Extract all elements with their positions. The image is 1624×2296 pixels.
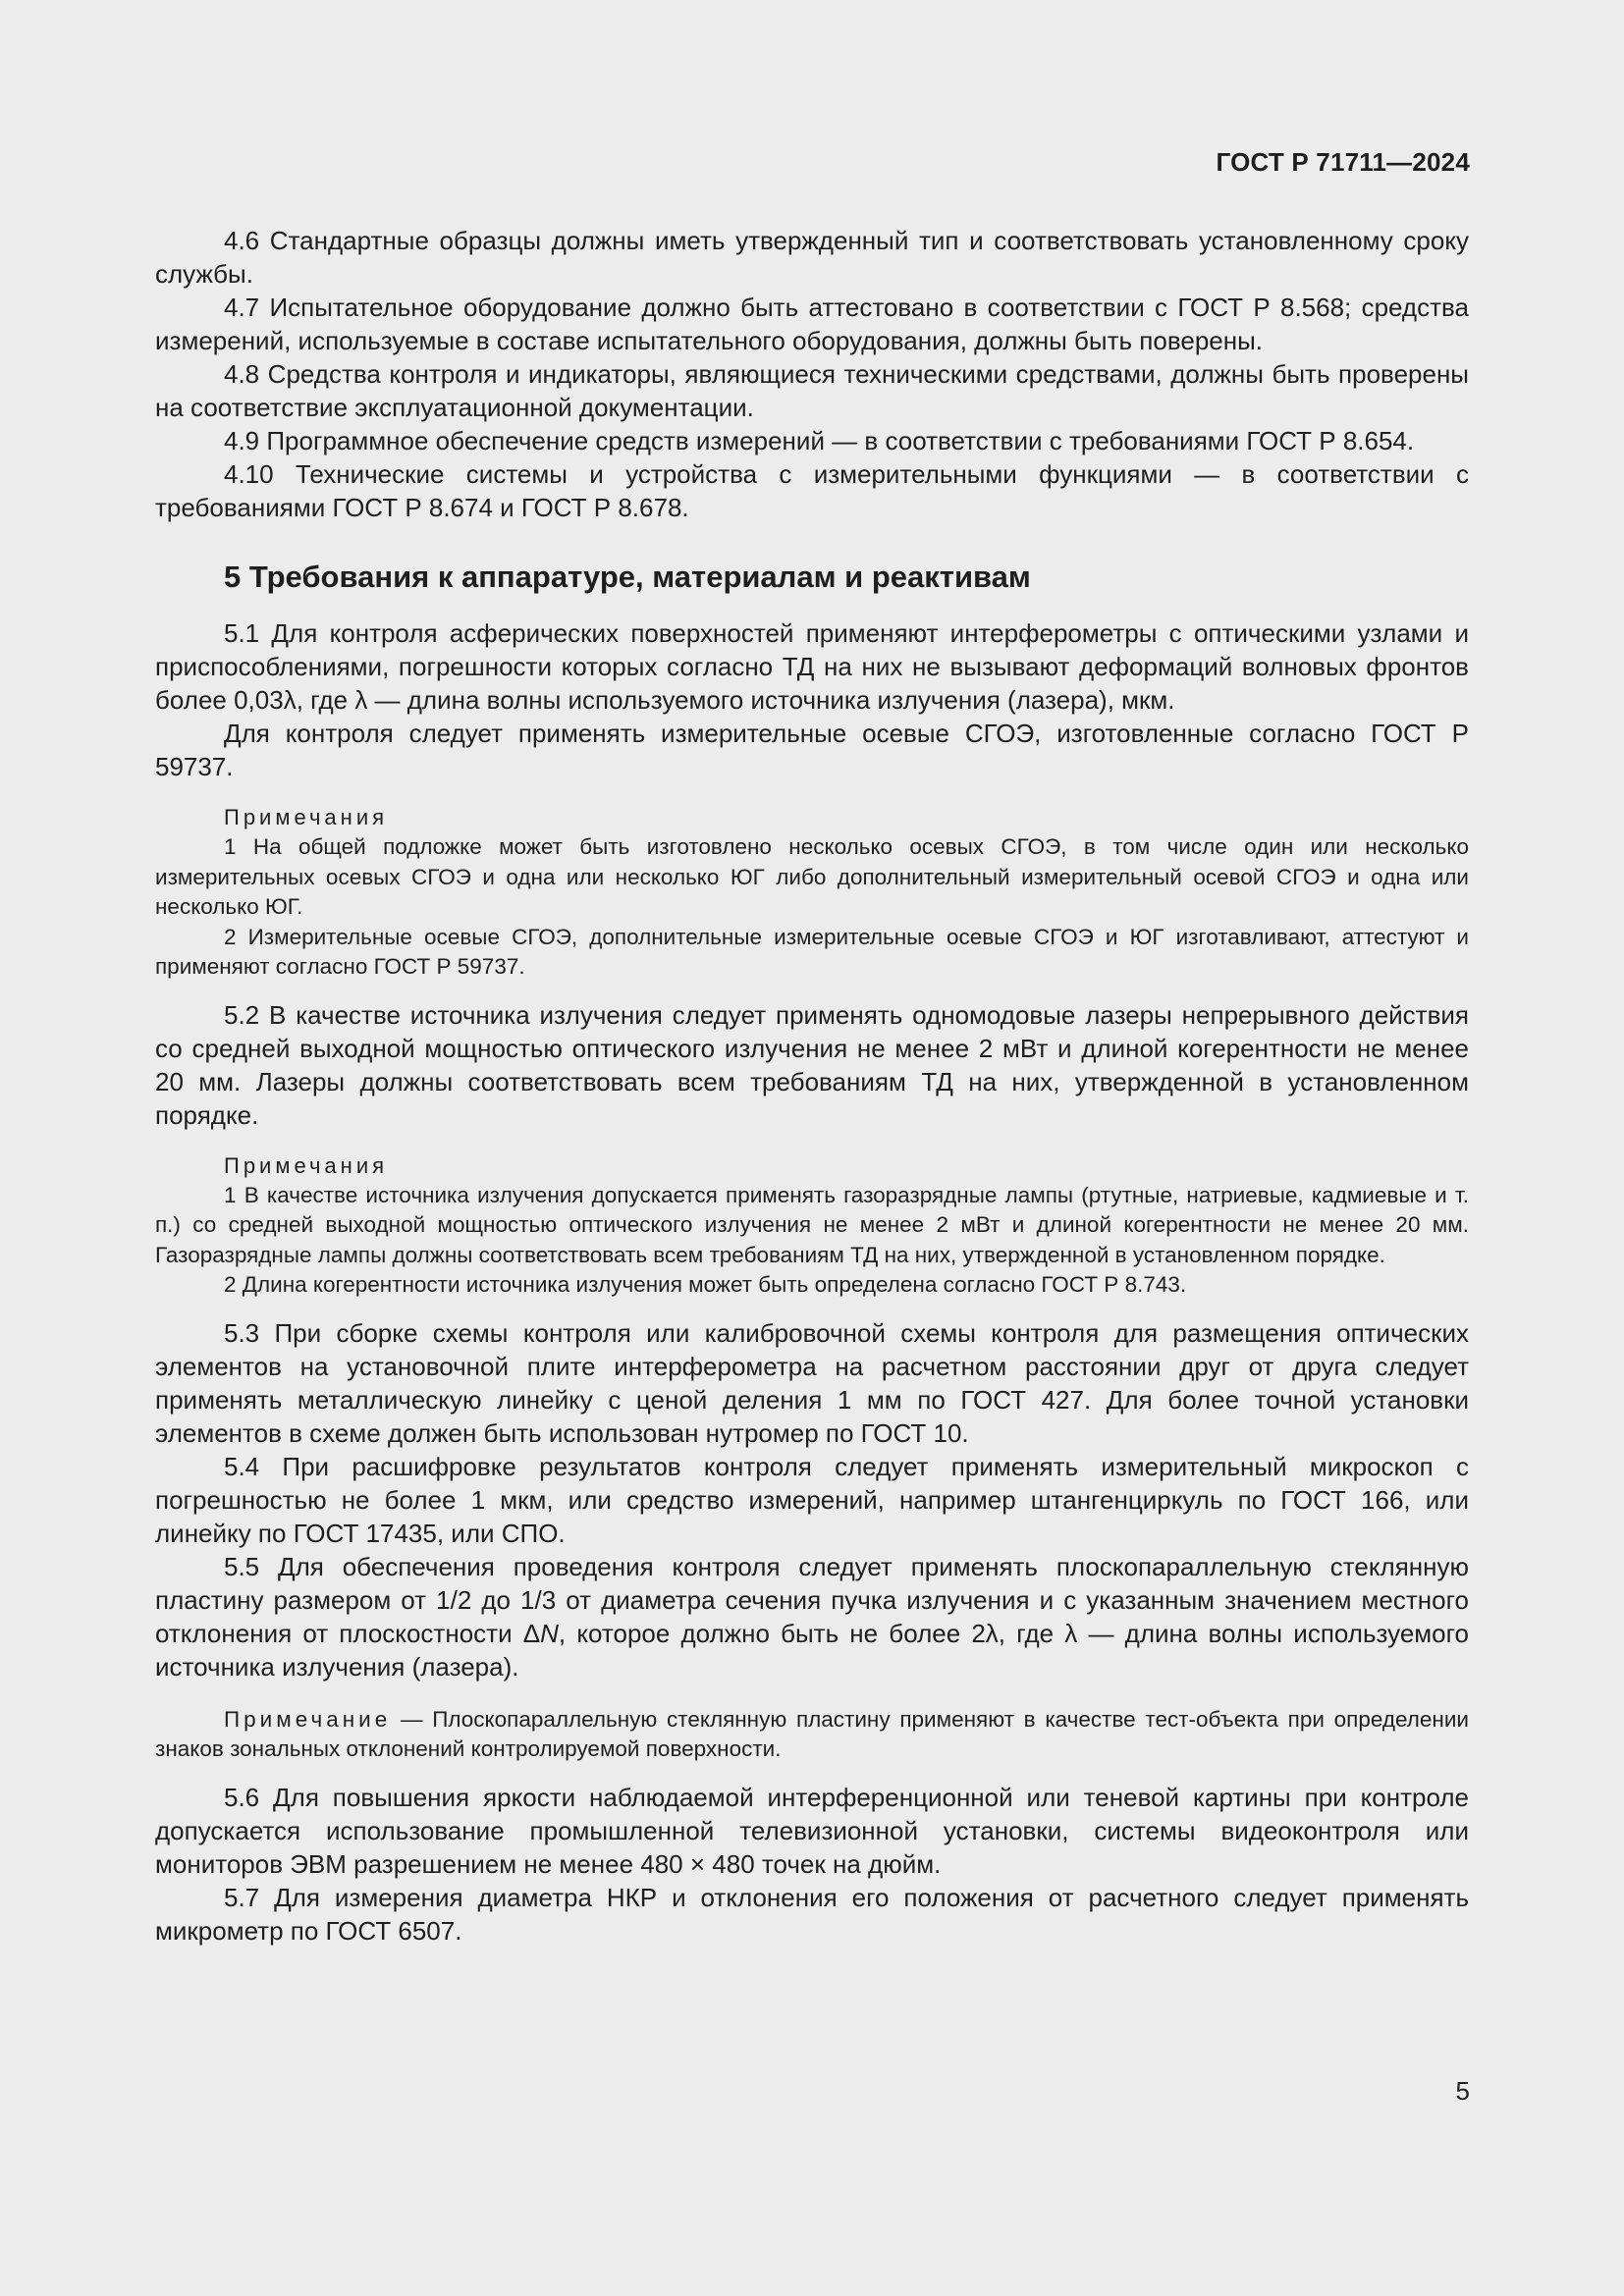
note-2-2: 2 Длина когерентности источника излучения может быть определена согласно ГОСТ Р 8.743.: [224, 1272, 1187, 1297]
notes-heading-1: Примечания: [224, 805, 389, 829]
paragraph-5-1-b: Для контроля следует применять измерительные осевые СГОЭ, изготовленные согласно ГОСТ Р 59737.: [155, 719, 1469, 781]
note-3-heading: Примечание: [224, 1706, 392, 1732]
paragraph-5-6: 5.6 Для повышения яркости наблюдаемой интерференционной или теневой картины при контроле допускается использование промышленной телевизионной установки, системы видеоконтроля или мониторов ЭВМ разрешением не менее 480 × 480 точек на дюйм.: [155, 1782, 1469, 1879]
paragraph-4-10: 4.10 Технические системы и устройства с измерительными функциями — в соответствии с требованиями ГОСТ Р 8.674 и ГОСТ Р 8.678.: [155, 459, 1469, 522]
note-3: [155, 1705, 1469, 1765]
paragraph-5-5: [155, 1550, 1469, 1683]
paragraph-5-5-part-a: 5.5 Для обеспечения проведения контроля следует применять плоскопараллельную стеклянную пластину размером от 1/2 до 1/3 от диаметра сечения пучка излучения и с указанным значением местного отклонения от плоскостности Δ: [155, 1551, 1469, 1648]
paragraph-4-8: 4.8 Средства контроля и индикаторы, являющиеся техническими средствами, должны быть проверены на соответствие эксплуатационной документации.: [155, 359, 1469, 422]
note-1-1: 1 На общей подложке может быть изготовлено несколько осевых СГОЭ, в том числе один или несколько измерительных осевых СГОЭ и одна или несколько ЮГ либо дополнительный измерительный осевой СГОЭ и одна или несколько ЮГ.: [155, 834, 1469, 919]
paragraph-4-7: 4.7 Испытательное оборудование должно быть аттестовано в соответствии с ГОСТ Р 8.568; средства измерений, используемые в составе испытательного оборудования, должны быть поверены.: [155, 293, 1469, 355]
paragraph-5-5-part-b: , которое должно быть не более 2λ, где λ — длина волны используемого источника излучения (лазера).: [155, 1618, 1470, 1682]
document-header: ГОСТ Р 71711—2024: [1216, 147, 1470, 177]
paragraph-5-5-symbol: N: [540, 1618, 559, 1648]
paragraph-5-1: 5.1 Для контроля асферических поверхностей применяют интерферометры с оптическими узлами и приспособлениями, погрешности которых согласно ТД на них не вызывают деформаций волновых фронтов более 0,03λ, где λ — длина волны используемого источника излучения (лазера), мкм.: [155, 618, 1469, 715]
document-body: [155, 224, 1469, 1948]
note-1-2: 2 Измерительные осевые СГОЭ, дополнительные измерительные осевые СГОЭ и ЮГ изготавливают, аттестуют и применяют согласно ГОСТ Р 59737.: [155, 924, 1469, 979]
paragraph-5-3: 5.3 При сборке схемы контроля или калибровочной схемы контроля для размещения оптических элементов на установочной плите интерферометра на расчетном расстоянии друг от друга следует применять металлическую линейку с ценой деления 1 мм по ГОСТ 427. Для более точной установки элементов в схеме должен быть использован нутромер по ГОСТ 10.: [155, 1317, 1469, 1448]
note-2-1: 1 В качестве источника излучения допускается применять газоразрядные лампы (ртутные, натриевые, кадмиевые и т. п.) со средней выходной мощностью оптического излучения не менее 2 мВт и длиной когерентности не менее 20 мм. Газоразрядные лампы должны соответствовать всем требованиям ТД на них, утвержденной в установленном порядке.: [155, 1182, 1469, 1267]
paragraph-5-4: 5.4 При расшифровке результатов контроля следует применять измерительный микроскоп с погрешностью не более 1 мкм, или средство измерений, например штангенциркуль по ГОСТ 166, или линейку по ГОСТ 17435, или СПО.: [155, 1451, 1469, 1548]
note-3-text: — Плоскопараллельную стеклянную пластину применяют в качестве тест-объекта при определении знаков зональных отклонений контролируемой поверхности.: [155, 1706, 1469, 1761]
notes-heading-2: Примечания: [224, 1152, 389, 1178]
paragraph-4-9: 4.9 Программное обеспечение средств измерений — в соответствии с требованиями ГОСТ Р 8.654.: [224, 426, 1415, 455]
paragraph-4-6: 4.6 Стандартные образцы должны иметь утвержденный тип и соответствовать установленному сроку службы.: [155, 226, 1469, 289]
section-5-title: 5 Требования к аппаратуре, материалам и реактивам: [224, 560, 1031, 594]
paragraph-5-7: 5.7 Для измерения диаметра НКР и отклонения его положения от расчетного следует применять микрометр по ГОСТ 6507.: [155, 1882, 1469, 1946]
page-number: 5: [1455, 2076, 1470, 2106]
paragraph-5-2: 5.2 В качестве источника излучения следует применять одномодовые лазеры непрерывного действия со средней выходной мощностью оптического излучения не менее 2 мВт и длиной когерентности не менее 20 мм. Лазеры должны соответствовать всем требованиям ТД на них, утвержденной в установленном порядке.: [155, 999, 1469, 1130]
